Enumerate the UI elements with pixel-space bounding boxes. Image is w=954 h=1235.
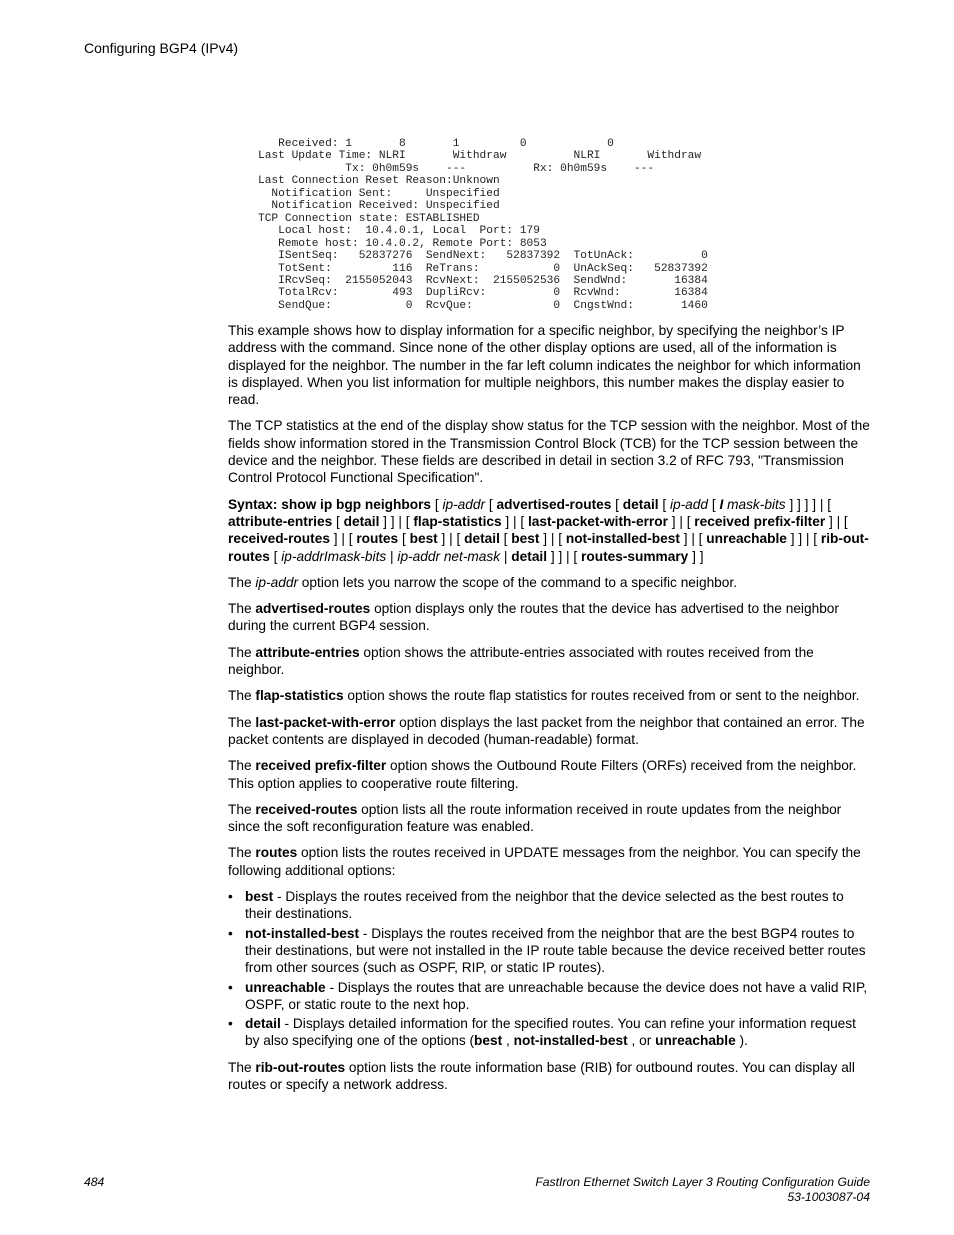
bullet-icon: • (228, 979, 233, 995)
option-advertised-routes: The advertised-routes option displays only the routes that the device has advertised to the neighbor during the current BGP4 session. (228, 601, 839, 634)
paragraph-neighbor-ip: This example shows how to display information for a specific neighbor, by specifying the neighbor’s IP address with the command. Since none of the other display options are used, all of the information is displayed for the neighbor. The number in the far left column indicates the neighbor for which information is displayed. When you list information for multiple neighbors, this number makes the display easier to read. (228, 323, 861, 408)
footer-doc-info (535, 1175, 870, 1206)
list-item-best: • best - Displays the routes received from the neighbor that the device selected as the best routes to their destinations. (228, 889, 844, 922)
option-flap-statistics: The flap-statistics option shows the route flap statistics for routes received from or sent to the neighbor. (228, 688, 860, 704)
body-text (228, 322, 870, 1102)
footer-doc-number: 53-1003087-04 (787, 1190, 870, 1205)
option-ip-addr: The ip-addr option lets you narrow the scope of the command to a specific neighbor. (228, 574, 738, 590)
option-received-prefix-filter: The received prefix-filter option shows the Outbound Route Filters (ORFs) received from the neighbor. This option applies to cooperative route filtering. (228, 758, 857, 791)
page-number: 484 (84, 1175, 105, 1189)
footer-guide-title: FastIron Ethernet Switch Layer 3 Routing Configuration Guide (535, 1175, 870, 1189)
option-received-routes: The received-routes option lists all the route information received in route updates from the neighbor since the soft reconfiguration feature was enabled. (228, 801, 842, 835)
bullet-icon: • (228, 925, 233, 941)
option-routes: The routes option lists the routes received in UPDATE messages from the neighbor. You can specify the following additional options: (228, 845, 861, 878)
list-item-detail: • detail - Displays detailed information for the specified routes. You can refine your information request by also specifying one of the options (best , not-installed-best , or unreachable ). (228, 1016, 856, 1049)
cli-output-block: Received: 1 8 1 0 0 Last Update Time: NLRI Withdraw NLRI Withdraw Tx: 0h0m59s --- Rx: 0h0m59s --- Last Connection Reset Reason:Unknown Notification Sent: Unspecified Notification Received: Unspecified TCP Connection state: ESTABLISHED Local host: 10.4.0.1, Local Port: 179 Remote host: 10.4.0.2, Remote Port: 8053 ISentSeq: 52837276 SendNext: 52837392 TotUnAck: 0 TotSent: 116 ReTrans: 0 UnAckSeq: 52837392 IRcvSeq: 2155052043 RcvNext: 2155052536 SendWnd: 16384 TotalRcv: 493 DupliRcv: 0 RcvWnd: 16384 SendQue: 0 RcvQue: 0 CngstWnd: 1460 (258, 138, 708, 312)
paragraph-tcp-statistics: The TCP statistics at the end of the display show status for the TCP session with the neighbor. Most of the fields show information stored in the Transmission Control Block (TCB) for the TCP session between the device and the neighbor. These fields are described in detail in section 3.2 of RFC 793, "Transmission Control Protocol Functional Specification". (228, 418, 870, 486)
list-item-not-installed-best: • not-installed-best - Displays the routes received from the neighbor that are the best BGP4 routes to their destinations, but were not installed in the IP route table because the device received better routes from other sources (such as OSPF, RIP, or static IP routes). (228, 925, 866, 976)
syntax-line: Syntax: show ip bgp neighbors [ ip-addr [ advertised-routes [ detail [ ip-add [ I mask-bits ] ] ] ] | [ attribute-entries [ detail ] ] | [ flap-statistics ] | [ last-packet-with-error ] | [ received prefix-filter ] | [ received-routes ] | [ routes [ best ] | [ detail [ best ] | [ not-installed-best ] | [ unreachable ] ] | [ rib-out-routes [ ip-addrImask-bits | ip-addr net-mask | detail ] ] | [ routes-summary ] ] (228, 496, 869, 564)
option-last-packet-with-error: The last-packet-with-error option displays the last packet from the neighbor that contained an error. The packet contents are displayed in decoded (human-readable) format. (228, 714, 865, 747)
option-attribute-entries: The attribute-entries option shows the attribute-entries associated with routes received from the neighbor. (228, 644, 814, 678)
option-rib-out-routes: The rib-out-routes option lists the route information base (RIB) for outbound routes. You can display all routes or specify a network address. (228, 1059, 855, 1092)
bullet-icon: • (228, 1016, 233, 1032)
bullet-icon: • (228, 889, 233, 905)
list-item-unreachable: • unreachable - Displays the routes that are unreachable because the device does not have a valid RIP, OSPF, or static route to the next hop. (228, 979, 868, 1012)
routes-options-list (228, 888, 870, 1050)
running-header: Configuring BGP4 (IPv4) (84, 40, 239, 56)
